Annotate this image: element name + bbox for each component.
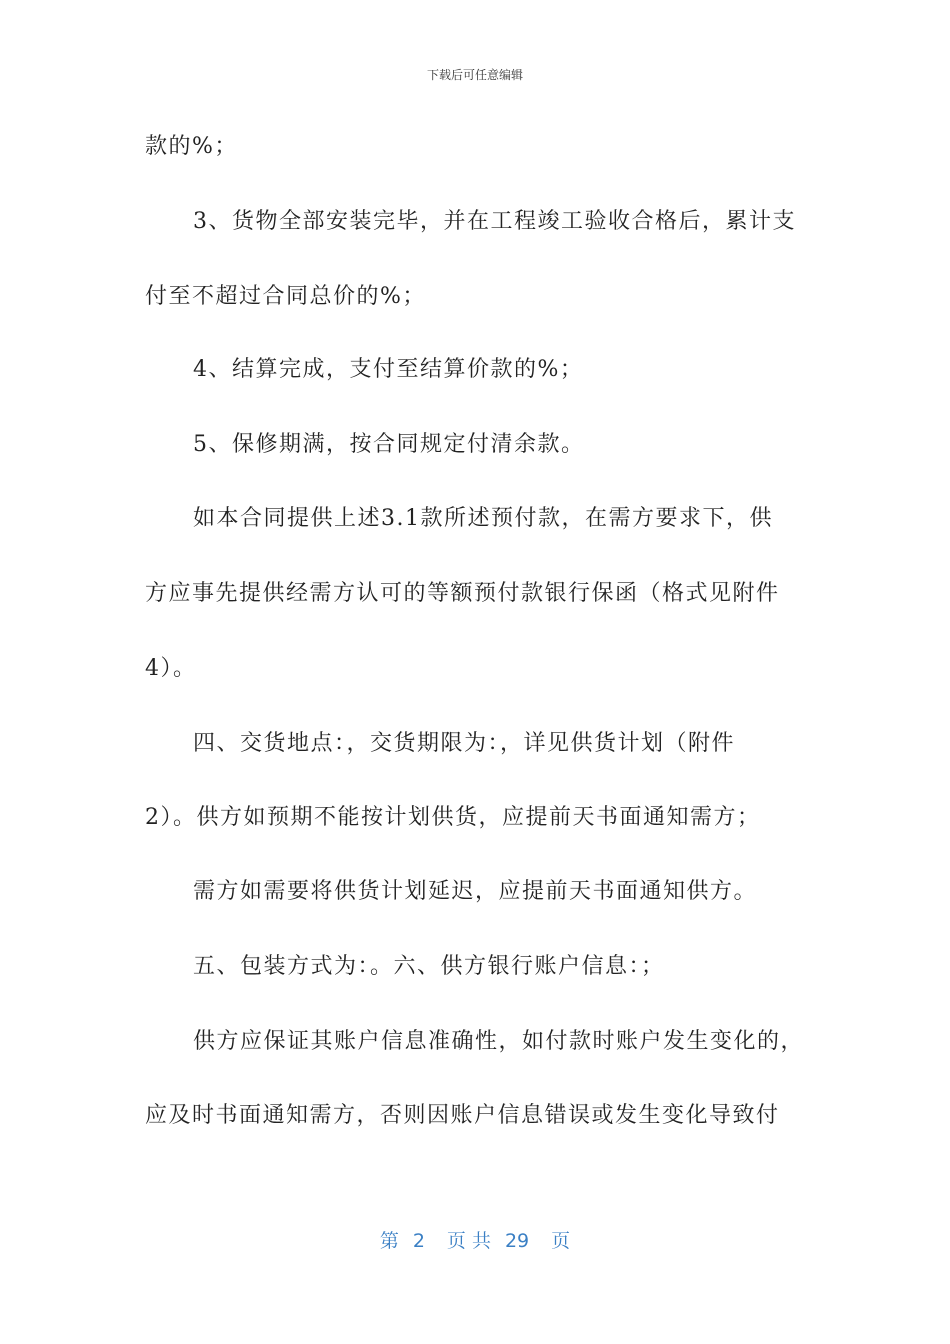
- body-line-2: 3、货物全部安装完毕，并在工程竣工验收合格后，累计支: [193, 209, 796, 234]
- body-line-7: 方应事先提供经需方认可的等额预付款银行保函（格式见附件: [145, 581, 780, 606]
- body-line-14: 应及时书面通知需方，否则因账户信息错误或发生变化导致付: [145, 1103, 780, 1128]
- body-line-8: 4）。: [145, 656, 197, 681]
- footer-suffix: 页: [551, 1230, 571, 1252]
- page-footer: [0, 1226, 950, 1253]
- body-line-10: 2）。供方如预期不能按计划供货，应提前天书面通知需方；: [145, 805, 761, 830]
- page-header: 下载后可任意编辑: [426, 68, 523, 82]
- body-line-13: 供方应保证其账户信息准确性，如付款时账户发生变化的，: [193, 1029, 805, 1054]
- body-line-5: 5、保修期满，按合同规定付清余款。: [193, 432, 585, 457]
- body-line-6: 如本合同提供上述3.1款所述预付款，在需方要求下，供: [193, 506, 773, 531]
- body-line-1: 款的%；: [145, 134, 238, 159]
- body-line-9: 四、交货地点：，交货期限为：，详见供货计划（附件: [193, 731, 736, 756]
- body-line-12: 五、包装方式为：。六、供方银行账户信息：；: [193, 954, 665, 979]
- footer-middle: 页 共: [446, 1230, 491, 1252]
- body-line-3: 付至不超过合同总价的%；: [145, 284, 426, 309]
- body-line-4: 4、结算完成，支付至结算价款的%；: [193, 357, 584, 382]
- footer-prefix: 第: [379, 1230, 399, 1252]
- footer-page-number: 2: [412, 1230, 425, 1252]
- body-line-11: 需方如需要将供货计划延迟，应提前天书面通知供方。: [193, 879, 758, 904]
- footer-total-pages: 29: [504, 1230, 530, 1252]
